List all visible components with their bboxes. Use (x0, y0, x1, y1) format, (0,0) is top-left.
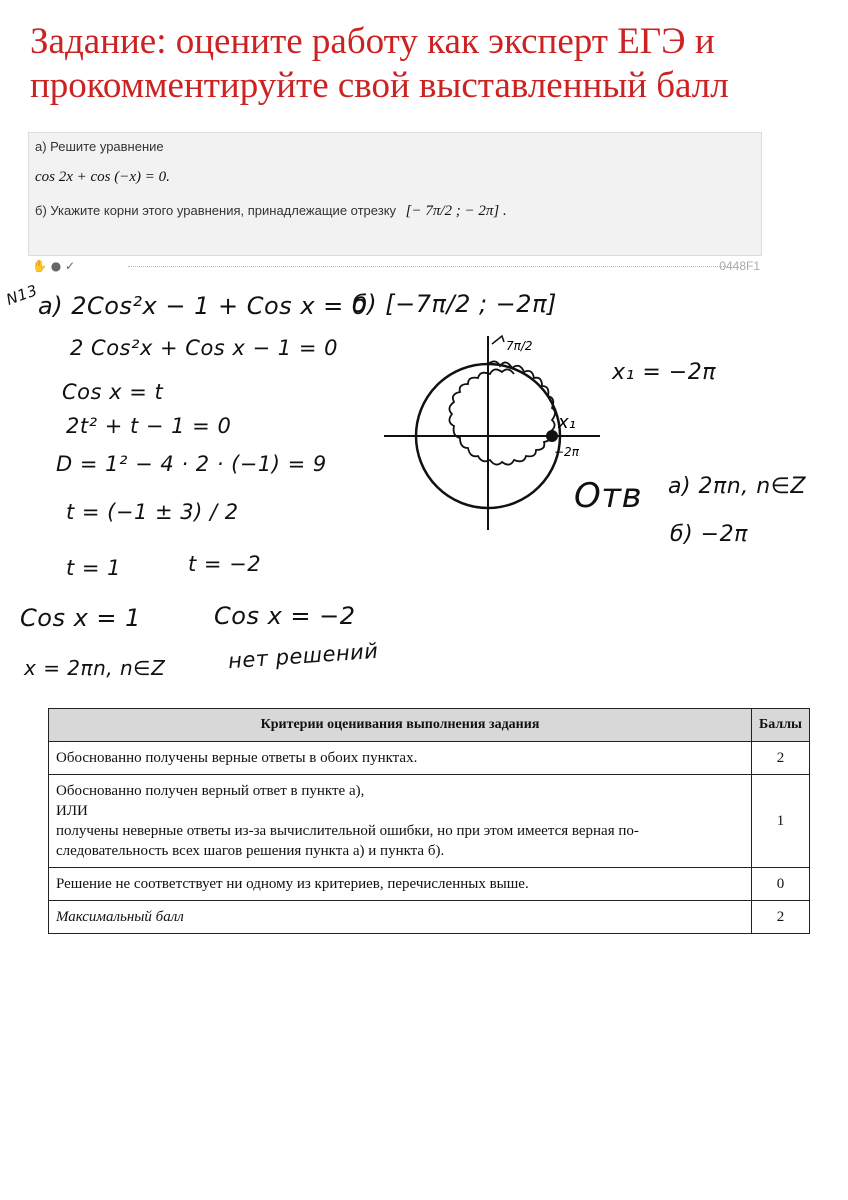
criteria-table (48, 708, 810, 934)
table-row (49, 742, 810, 775)
table-row (49, 775, 810, 868)
hw-answer-b: б) −2π (670, 522, 748, 547)
point-x1 (546, 430, 558, 442)
hw-line-a1: а) 2Cos²x − 1 + Cos x = 0 (38, 292, 368, 320)
hw-part-b-interval: б) [−7π/2 ; −2π] (352, 290, 557, 318)
page-title: Задание: оцените работу как эксперт ЕГЭ и прокомментируйте свой выставленный балл (30, 21, 729, 106)
criterion-line: следовательность всех шагов решения пункта а) и пункта б). (56, 843, 445, 859)
hw-answer-prefix: Отв (574, 476, 643, 516)
divider (128, 266, 728, 267)
interval-arc-mark (449, 361, 555, 464)
task-footer (28, 258, 762, 276)
header-score: Баллы (751, 709, 809, 742)
task-statement (28, 132, 762, 256)
criterion-score: 2 (751, 742, 809, 775)
max-score-label: Максимальный балл (49, 901, 752, 934)
criterion-line: Обоснованно получен верный ответ в пункте а), (56, 783, 365, 799)
task-interval: [− 7π/2 ; − 2π] . (405, 203, 507, 219)
table-row (49, 901, 810, 934)
task-part-b (35, 203, 507, 220)
hw-x1-answer: x₁ = −2π (612, 360, 716, 385)
hw-line-a2: 2 Cos²x + Cos x − 1 = 0 (70, 336, 338, 360)
criterion-text (49, 775, 752, 868)
table-row (49, 868, 810, 901)
task-part-b-label: б) Укажите корни этого уравнения, принадлежащие отрезку (35, 203, 397, 218)
hw-line-t1: t = 1 (66, 556, 122, 580)
hw-answer-a: а) 2πn, n∈Z (668, 474, 806, 499)
circle-point-label: x₁ (558, 412, 576, 433)
task-equation: cos 2x + cos (−x) = 0. (35, 169, 170, 185)
table-header-row (49, 709, 810, 742)
criterion-line: получены неверные ответы из-за вычислительной ошибки, но при этом имеется верная по- (56, 823, 639, 839)
hw-line-quad: 2t² + t − 1 = 0 (66, 414, 232, 438)
header-criteria: Критерии оценивания выполнения задания (49, 709, 752, 742)
hw-line-t-formula: t = (−1 ± 3) / 2 (66, 500, 239, 524)
criterion-text: Решение не соответствует ни одному из критериев, перечисленных выше. (49, 868, 752, 901)
arrow-icon (492, 336, 504, 344)
criterion-score: 0 (751, 868, 809, 901)
task-code: 0448F1 (719, 259, 760, 273)
hw-line-sub: Cos x = t (62, 380, 164, 404)
hw-line-no-solutions: нет решений (227, 638, 380, 674)
hw-line-x: x = 2πn, n∈Z (24, 656, 166, 680)
criterion-line: ИЛИ (56, 803, 88, 819)
circle-bottom-label: −2π (554, 445, 579, 459)
criterion-text: Обоснованно получены верные ответы в обоих пунктах. (49, 742, 752, 775)
circle-top-label: 7π/2 (506, 339, 533, 353)
criterion-score: 1 (751, 775, 809, 868)
task-tool-icons[interactable]: ✋ ● ✓ (32, 259, 76, 273)
hw-line-cos2: Cos x = −2 (214, 602, 356, 630)
max-score-value: 2 (751, 901, 809, 934)
hw-problem-number: N13 (3, 281, 40, 309)
hw-line-disc: D = 1² − 4 · 2 · (−1) = 9 (56, 452, 327, 476)
task-part-a-label: а) Решите уравнение (35, 139, 164, 154)
hw-line-t2: t = −2 (188, 552, 262, 576)
hw-line-cos1: Cos x = 1 (20, 604, 141, 632)
